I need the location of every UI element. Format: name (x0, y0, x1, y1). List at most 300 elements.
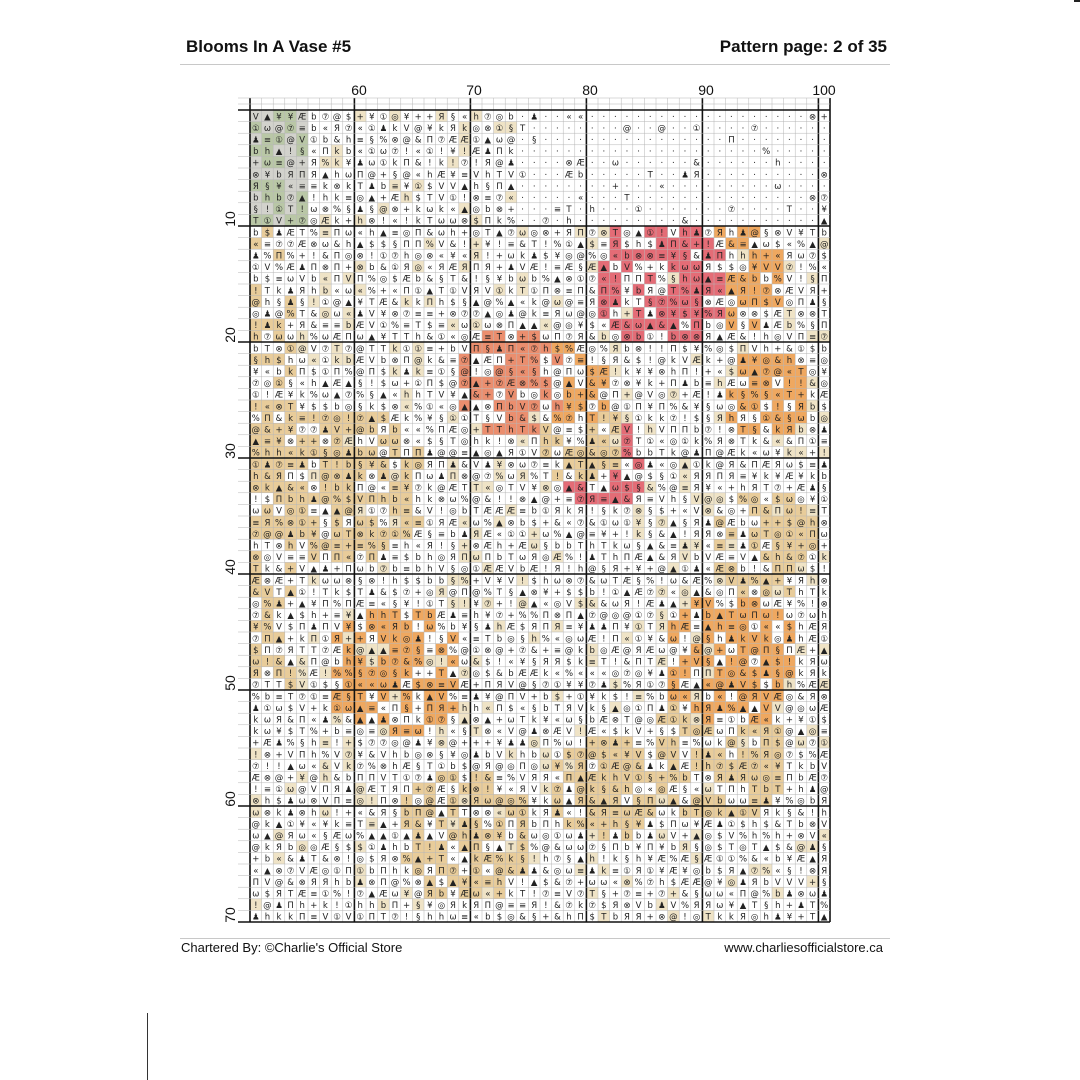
stitch-symbol: & (322, 251, 329, 261)
stitch-symbol: T (565, 205, 572, 215)
stitch-symbol: ω (612, 599, 619, 609)
stitch-symbol: ① (635, 623, 643, 633)
stitch-symbol: + (786, 715, 793, 725)
stitch-symbol: ⑦ (623, 669, 631, 679)
stitch-symbol: § (393, 808, 397, 818)
stitch-symbol: ⑦ (345, 344, 353, 354)
stitch-symbol: ω (681, 263, 688, 273)
stitch-symbol: § (532, 704, 536, 714)
stitch-symbol: & (682, 240, 689, 250)
stitch-symbol: % (298, 669, 306, 679)
stitch-symbol: h (253, 333, 258, 343)
stitch-symbol: ♟ (461, 820, 469, 830)
stitch-symbol: Æ (553, 727, 561, 737)
stitch-symbol: ▲ (427, 831, 434, 841)
stitch-symbol: ⊗ (647, 251, 654, 261)
stitch-symbol: · (533, 205, 536, 215)
stitch-symbol: ω (322, 808, 329, 818)
stitch-symbol: Æ (449, 425, 457, 435)
stitch-symbol: T (809, 913, 816, 923)
stitch-symbol: Π (485, 217, 491, 227)
stitch-symbol: « (300, 483, 305, 493)
stitch-symbol: Π (369, 553, 375, 563)
stitch-symbol: Æ (716, 565, 724, 575)
stitch-symbol: b (346, 460, 351, 470)
stitch-symbol: k (625, 298, 630, 308)
stitch-symbol: Я (496, 681, 502, 691)
stitch-symbol: ▲ (763, 657, 770, 667)
stitch-symbol: · (684, 159, 687, 169)
stitch-symbol: Я (554, 657, 560, 667)
stitch-symbol: § (741, 391, 745, 401)
stitch-symbol: ω (716, 402, 723, 412)
stitch-symbol: @ (739, 692, 748, 702)
stitch-symbol: ⊗ (716, 576, 723, 586)
stitch-symbol: · (568, 182, 571, 192)
stitch-symbol: % (762, 147, 770, 157)
stitch-symbol: k (764, 472, 769, 482)
stitch-symbol: « (775, 391, 780, 401)
stitch-symbol: ! (718, 425, 721, 435)
stitch-symbol: Π (763, 646, 769, 656)
stitch-symbol: ◎ (391, 112, 398, 122)
stitch-symbol: ① (368, 124, 376, 134)
stitch-symbol: h (822, 808, 827, 818)
stitch-symbol: § (660, 611, 664, 621)
stitch-symbol: ⊗ (809, 820, 816, 830)
stitch-symbol: V (786, 878, 792, 888)
stitch-symbol: % (414, 657, 422, 667)
stitch-symbol: k (822, 553, 827, 563)
stitch-symbol: § (277, 298, 281, 308)
stitch-symbol: ≡ (368, 820, 375, 830)
stitch-symbol: ⊗ (287, 518, 294, 528)
stitch-symbol: ◎ (635, 460, 642, 470)
stitch-symbol: ♟ (380, 715, 388, 725)
stitch-symbol: % (658, 275, 666, 285)
stitch-symbol: Π (427, 704, 433, 714)
stitch-symbol: b (381, 182, 386, 192)
stitch-symbol: · (649, 112, 652, 122)
stitch-symbol: Я (276, 472, 282, 482)
stitch-symbol: V (299, 541, 305, 551)
stitch-symbol: ▲ (519, 321, 526, 331)
stitch-symbol: k (671, 449, 676, 459)
stitch-symbol: k (335, 217, 340, 227)
stitch-symbol: ω (264, 727, 271, 737)
stitch-symbol: Æ (449, 483, 457, 493)
stitch-symbol: · (718, 147, 721, 157)
stitch-symbol: ⑦ (298, 692, 306, 702)
stitch-symbol: ♟ (588, 623, 596, 633)
stitch-symbol: & (426, 228, 433, 238)
stitch-symbol: ▲ (369, 889, 376, 899)
stitch-symbol: k (416, 715, 421, 725)
stitch-symbol: % (553, 739, 561, 749)
stitch-symbol: § (706, 402, 710, 412)
stitch-symbol: & (774, 820, 781, 830)
stitch-symbol: ω (484, 797, 491, 807)
stitch-symbol: ¥ (450, 889, 456, 899)
stitch-symbol: + (345, 739, 352, 749)
stitch-symbol: Π (682, 367, 688, 377)
stitch-symbol: h (346, 657, 351, 667)
stitch-symbol: ♟ (449, 611, 457, 621)
stitch-symbol: V (438, 565, 444, 575)
stitch-symbol: + (681, 391, 688, 401)
stitch-symbol: ω (739, 797, 746, 807)
stitch-symbol: + (461, 739, 468, 749)
stitch-symbol: Æ (820, 704, 828, 714)
stitch-symbol: · (626, 217, 629, 227)
stitch-symbol: V (299, 275, 305, 285)
stitch-symbol: @ (460, 367, 469, 377)
stitch-symbol: ≡ (368, 704, 375, 714)
stitch-symbol: ① (681, 437, 689, 447)
stitch-symbol: h (543, 344, 548, 354)
stitch-symbol: ① (403, 344, 411, 354)
stitch-symbol: ▲ (624, 588, 631, 598)
stitch-symbol: Π (612, 623, 618, 633)
stitch-symbol: « (601, 275, 606, 285)
stitch-symbol: ω (797, 414, 804, 424)
stitch-symbol: k (590, 785, 595, 795)
stitch-symbol: · (626, 182, 629, 192)
stitch-symbol: ◎ (356, 193, 363, 203)
stitch-symbol: ≡ (403, 321, 410, 331)
stitch-symbol: ◎ (484, 367, 491, 377)
stitch-symbol: · (753, 147, 756, 157)
stitch-symbol: Æ (588, 634, 596, 644)
stitch-symbol: % (495, 855, 503, 865)
stitch-symbol: ⑦ (287, 240, 295, 250)
stitch-symbol: b (253, 228, 258, 238)
stitch-symbol: « (439, 251, 444, 261)
stitch-symbol: ω (391, 379, 398, 389)
stitch-symbol: % (275, 518, 283, 528)
stitch-symbol: & (763, 425, 770, 435)
stitch-symbol: k (358, 472, 363, 482)
stitch-symbol: T (380, 344, 387, 354)
stitch-symbol: · (602, 112, 605, 122)
stitch-symbol: % (252, 449, 260, 459)
stitch-symbol: ⑦ (380, 507, 388, 517)
stitch-symbol: § (323, 518, 327, 528)
stitch-symbol: « (392, 217, 397, 227)
stitch-symbol: · (602, 182, 605, 192)
stitch-symbol: % (310, 333, 318, 343)
stitch-symbol: ! (799, 275, 802, 285)
stitch-symbol: k (393, 634, 398, 644)
stitch-symbol: ! (440, 657, 443, 667)
stitch-symbol: ω (322, 333, 329, 343)
stitch-symbol: § (822, 878, 826, 888)
stitch-symbol: h (752, 820, 757, 830)
stitch-symbol: & (554, 518, 561, 528)
stitch-symbol: Π (705, 669, 711, 679)
stitch-symbol: + (461, 541, 468, 551)
stitch-symbol: k (439, 159, 444, 169)
stitch-symbol: Я (276, 843, 282, 853)
stitch-symbol: § (323, 449, 327, 459)
stitch-symbol: @ (820, 785, 829, 795)
stitch-symbol: + (403, 379, 410, 389)
stitch-symbol: « (485, 704, 490, 714)
stitch-symbol: ≡ (589, 657, 596, 667)
stitch-symbol: ⊗ (333, 855, 340, 865)
stitch-symbol: ω (252, 889, 259, 899)
pattern-title: Blooms In A Vase #5 (186, 37, 351, 57)
stitch-symbol: « (474, 878, 479, 888)
stitch-symbol: ⊗ (252, 553, 259, 563)
stitch-symbol: ♟ (820, 425, 828, 435)
stitch-symbol: ♟ (704, 750, 712, 760)
stitch-symbol: k (532, 715, 537, 725)
stitch-symbol: ≡ (322, 739, 329, 749)
stitch-symbol: ♟ (739, 356, 747, 366)
stitch-symbol: · (626, 147, 629, 157)
stitch-symbol: Æ (472, 333, 480, 343)
stitch-symbol: ⊗ (681, 333, 688, 343)
stitch-symbol: ω (809, 611, 816, 621)
stitch-symbol: ¥ (647, 855, 653, 865)
stitch-symbol: ≡ (461, 692, 468, 702)
stitch-symbol: ω (357, 333, 364, 343)
stitch-symbol: + (496, 889, 503, 899)
stitch-symbol: Æ (484, 507, 492, 517)
stitch-symbol: Я (798, 402, 804, 412)
stitch-symbol: ⑦ (333, 437, 341, 447)
stitch-symbol: ① (380, 112, 388, 122)
stitch-symbol: ω (519, 228, 526, 238)
stitch-symbol: · (707, 217, 710, 227)
stitch-symbol: @ (333, 112, 342, 122)
stitch-symbol: $ (589, 240, 594, 250)
stitch-symbol: Я (659, 623, 665, 633)
stitch-symbol: ¥ (450, 820, 456, 830)
stitch-symbol: ⑦ (484, 599, 492, 609)
stitch-symbol: Æ (460, 889, 468, 899)
stitch-symbol: b (682, 773, 687, 783)
stitch-symbol: & (508, 866, 515, 876)
stitch-symbol: ♟ (658, 669, 666, 679)
stitch-symbol: ω (705, 889, 712, 899)
stitch-symbol: ◎ (588, 309, 595, 319)
stitch-symbol: ! (474, 159, 477, 169)
stitch-symbol: ♟ (693, 449, 701, 459)
stitch-symbol: ▲ (496, 843, 503, 853)
stitch-symbol: V (496, 414, 502, 424)
stitch-symbol: ⊗ (391, 135, 398, 145)
stitch-symbol: ♟ (716, 820, 724, 830)
stitch-symbol: ! (254, 321, 257, 331)
stitch-symbol: @ (426, 797, 435, 807)
stitch-symbol: $ (717, 843, 722, 853)
stitch-symbol: ! (683, 913, 686, 923)
stitch-symbol: + (252, 855, 259, 865)
stitch-symbol: ¥ (462, 878, 468, 888)
stitch-symbol: · (544, 170, 547, 180)
stitch-symbol: ⑦ (380, 739, 388, 749)
stitch-symbol: « (369, 681, 374, 691)
stitch-symbol: ¥ (450, 147, 456, 157)
stitch-symbol: @ (634, 472, 643, 482)
stitch-symbol: « (601, 669, 606, 679)
stitch-symbol: ▲ (287, 611, 294, 621)
stitch-symbol: ⊗ (507, 460, 514, 470)
stitch-symbol: Я (473, 251, 479, 261)
stitch-symbol: T (264, 681, 271, 691)
stitch-symbol: V (659, 425, 665, 435)
stitch-symbol: % (797, 681, 805, 691)
stitch-symbol: « (450, 843, 455, 853)
stitch-symbol: ¥ (694, 541, 700, 551)
stitch-symbol: Π (322, 599, 328, 609)
stitch-symbol: ! (254, 785, 257, 795)
stitch-symbol: ▲ (728, 808, 735, 818)
stitch-symbol: k (543, 391, 548, 401)
stitch-symbol: b (334, 727, 339, 737)
stitch-symbol: $ (763, 298, 768, 308)
stitch-symbol: $ (763, 681, 768, 691)
stitch-symbol: ⊗ (623, 333, 630, 343)
stitch-symbol: Я (624, 599, 630, 609)
stitch-symbol: + (252, 739, 259, 749)
stitch-symbol: ▲ (612, 704, 619, 714)
stitch-symbol: ① (820, 634, 828, 644)
stitch-symbol: % (507, 773, 515, 783)
stitch-symbol: $ (497, 913, 502, 923)
stitch-symbol: ω (693, 275, 700, 285)
stitch-symbol: b (334, 402, 339, 412)
stitch-symbol: ≡ (542, 309, 549, 319)
stitch-symbol: · (544, 147, 547, 157)
stitch-symbol: ! (521, 878, 524, 888)
stitch-symbol: & (682, 217, 689, 227)
stitch-symbol: % (762, 866, 770, 876)
stitch-symbol: & (264, 611, 271, 621)
stitch-symbol: ¥ (752, 472, 758, 482)
stitch-symbol: @ (263, 530, 272, 540)
stitch-symbol: ⑦ (322, 112, 330, 122)
stitch-symbol: ⊗ (473, 785, 480, 795)
stitch-symbol: V (473, 460, 479, 470)
stitch-symbol: ♟ (356, 205, 364, 215)
stitch-symbol: Π (403, 159, 409, 169)
stitch-symbol: $ (566, 657, 571, 667)
stitch-symbol: $ (810, 565, 815, 575)
stitch-symbol: h (590, 205, 595, 215)
stitch-symbol: § (486, 344, 490, 354)
stitch-symbol: « (706, 681, 711, 691)
stitch-symbol: Я (438, 263, 444, 273)
stitch-symbol: k (462, 785, 467, 795)
stitch-symbol: ¥ (276, 437, 282, 447)
stitch-symbol: ⑦ (530, 402, 538, 412)
stitch-symbol: · (533, 159, 536, 169)
stitch-symbol: ① (635, 773, 643, 783)
stitch-symbol: ⊗ (484, 727, 491, 737)
stitch-symbol: ! (648, 356, 651, 366)
stitch-symbol: ⑦ (356, 414, 364, 424)
stitch-symbol: ⊗ (368, 623, 375, 633)
stitch-symbol: ¥ (705, 483, 711, 493)
stitch-symbol: k (787, 449, 792, 459)
stitch-symbol: ω (612, 437, 619, 447)
stitch-symbol: · (579, 217, 582, 227)
stitch-symbol: b (311, 460, 316, 470)
stitch-symbol: Æ (356, 321, 364, 331)
stitch-symbol: k (253, 727, 258, 737)
stitch-symbol: ⊗ (797, 889, 804, 899)
stitch-symbol: · (672, 182, 675, 192)
stitch-symbol: Π (543, 286, 549, 296)
stitch-symbol: @ (600, 391, 609, 401)
stitch-symbol: b (369, 425, 374, 435)
stitch-symbol: ⑦ (588, 228, 596, 238)
stitch-symbol: ① (322, 298, 330, 308)
stitch-symbol: % (553, 414, 561, 424)
stitch-symbol: Π (740, 889, 746, 899)
stitch-symbol: ¥ (485, 240, 491, 250)
stitch-symbol: + (461, 228, 468, 238)
stitch-symbol: Æ (298, 889, 306, 899)
stitch-symbol: ◎ (449, 507, 456, 517)
stitch-symbol: + (681, 611, 688, 621)
stitch-symbol: ◎ (472, 669, 479, 679)
stitch-symbol: Я (288, 170, 294, 180)
stitch-symbol: · (811, 159, 814, 169)
stitch-symbol: Π (299, 715, 305, 725)
stitch-symbol: h (636, 240, 641, 250)
stitch-symbol: Π (473, 843, 479, 853)
stitch-symbol: · (591, 147, 594, 157)
stitch-symbol: § (787, 402, 791, 412)
stitch-symbol: « (450, 657, 455, 667)
stitch-symbol: ω (507, 472, 514, 482)
stitch-symbol: Π (276, 251, 282, 261)
stitch-symbol: ① (449, 286, 457, 296)
stitch-symbol: ≡ (647, 495, 654, 505)
stitch-symbol: § (578, 715, 582, 725)
stitch-symbol: @ (472, 472, 481, 482)
stitch-symbol: k (277, 913, 282, 923)
stitch-symbol: ▲ (693, 588, 700, 598)
stitch-symbol: ! (753, 333, 756, 343)
stitch-symbol: ▲ (670, 565, 677, 575)
stitch-symbol: ⑦ (322, 344, 330, 354)
stitch-symbol: § (683, 785, 687, 795)
stitch-symbol: ⊗ (693, 333, 700, 343)
stitch-symbol: Æ (611, 646, 619, 656)
stitch-symbol: « (624, 634, 629, 644)
stitch-symbol: ◎ (554, 483, 561, 493)
stitch-symbol: b (346, 356, 351, 366)
stitch-symbol: ▲ (717, 333, 724, 343)
stitch-symbol: % (774, 275, 782, 285)
stitch-symbol: · (765, 135, 768, 145)
stitch-symbol: · (533, 182, 536, 192)
stitch-symbol: & (519, 414, 526, 424)
stitch-symbol: $ (752, 669, 757, 679)
stitch-symbol: Æ (576, 344, 584, 354)
stitch-symbol: § (776, 541, 780, 551)
stitch-symbol: & (728, 240, 735, 250)
stitch-symbol: Æ (379, 298, 387, 308)
stitch-symbol: $ (775, 843, 780, 853)
stitch-symbol: ▲ (357, 715, 364, 725)
stitch-symbol: V (299, 135, 305, 145)
